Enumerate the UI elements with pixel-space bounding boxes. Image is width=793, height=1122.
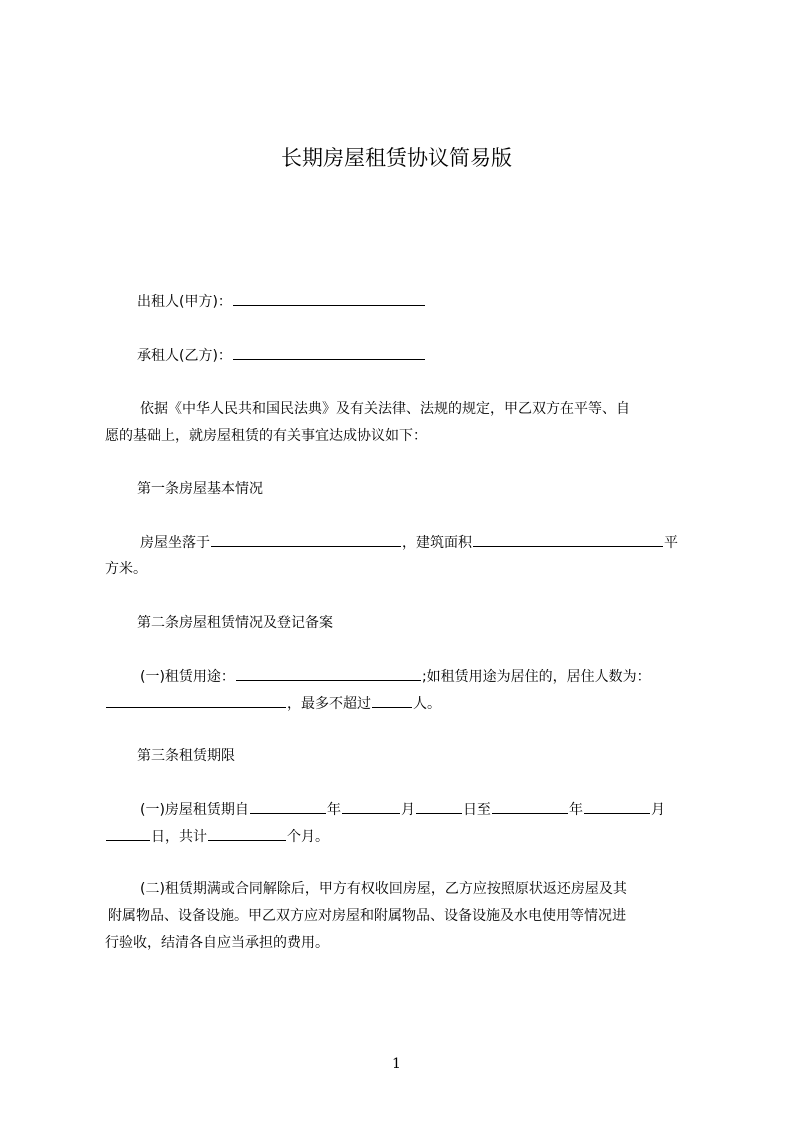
clause2-line-2: 附属物品、设备设施。甲乙双方应对房屋和附属物品、设备设施及水电使用等情况进 [108,908,626,924]
purpose-label: (一)租赁用途： [140,669,235,685]
end-day-blank[interactable] [106,826,150,841]
purpose-blank[interactable] [236,666,421,681]
article3-heading: 第三条租赁期限 [137,748,235,764]
location-blank[interactable] [211,532,401,547]
start-day-blank[interactable] [416,799,462,814]
clause2-line-3: 行验收，结清各自应当承担的费用。 [105,935,329,951]
lessee-label: 承租人(乙方)： [137,348,232,364]
purpose-line [140,666,651,687]
article1-heading: 第一条房屋基本情况 [137,481,263,497]
article1-location-line [140,532,678,553]
day-total-label: 日，共计 [151,829,207,845]
month-unit-end: 月 [650,802,665,818]
start-month-blank[interactable] [342,799,400,814]
lessee-line [137,345,426,366]
article2-heading: 第二条房屋租赁情况及登记备案 [137,615,333,631]
area-label: ，建筑面积 [402,535,472,551]
lessor-label: 出租人(甲方)： [137,294,232,310]
area-unit-tail: 平 [664,535,678,551]
year-unit-end: 年 [568,802,583,818]
intro-line-1: 依据《中华人民共和国民法典》及有关法律、法规的规定，甲乙双方在平等、自 [140,401,630,417]
area-blank[interactable] [473,532,663,547]
day-to-label: 日至 [462,802,491,818]
area-unit-line: 方米。 [105,561,147,577]
lessor-line [137,291,426,312]
end-year-blank[interactable] [492,799,568,814]
location-label: 房屋坐落于 [140,535,210,551]
term-line [140,799,665,820]
max-count-blank[interactable] [372,693,412,708]
year-unit: 年 [326,802,341,818]
resident-count-blank[interactable] [106,693,286,708]
total-months-blank[interactable] [208,826,286,841]
resident-label: ;如租赁用途为居住的，居住人数为： [421,669,651,685]
lessor-blank[interactable] [233,291,425,306]
lessee-blank[interactable] [233,345,425,360]
max-label: ，最多不超过 [287,696,371,712]
intro-line-2: 愿的基础上，就房屋租赁的有关事宜达成协议如下： [105,428,427,444]
document-title: 长期房屋租赁协议简易版 [281,146,512,170]
person-unit: 人。 [413,696,441,712]
resident-line [105,693,441,714]
end-month-blank[interactable] [584,799,650,814]
term-label: (一)房屋租赁期自 [140,802,249,818]
term-line-2 [105,826,329,847]
page-number: 1 [392,1056,401,1072]
clause2-line-1: (二)租赁期满或合同解除后，甲方有权收回房屋，乙方应按照原状返还房屋及其 [140,881,627,897]
month-unit: 月 [400,802,415,818]
start-year-blank[interactable] [250,799,326,814]
months-unit: 个月。 [287,829,329,845]
